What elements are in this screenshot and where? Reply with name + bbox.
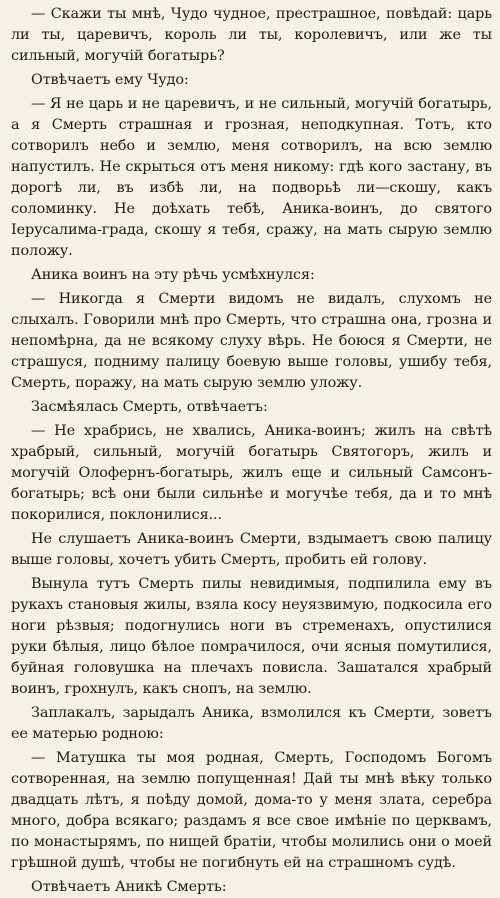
paragraph-3: — Я не царь и не царевичъ, и не сильный, могучій богатырь, а я Смерть страшная и грозная, неподкупная. Тотъ, кто сотворилъ небо и землю, меня сотворилъ, на всю землю напустилъ. Не скрыться отъ меня никому: гдѣ кого застану, въ дорогѣ ли, въ избѣ ли, на подворьѣ ли—скошу, какъ соломинку. Не доѣхать тебѣ, Аника-воинъ, до святого Іерусалима-града, скошу я тебя, сражу, на мать сырую землю положу. [11,96,492,259]
paragraph-7: — Не храбрись, не хвались, Аника-воинъ; жилъ на свѣтѣ храбрый, сильный, могучій богатырь Святогоръ, жилъ и могучій Олофернъ-богатырь, жилъ еще и сильный Самсонъ-богатырь; всѣ они были сильнѣе и могучѣе тебя, да и то мнѣ покорилися, поклонилися... [11,423,492,523]
paragraph-4: Аника воинъ на эту рѣчь усмѣхнулся: [31,267,315,283]
paragraph-1: — Скажи ты мнѣ, Чудо чудное, престрашное, повѣдай: царь ли ты, царевичъ, король ли ты, королевичъ, или же ты сильный, могучій богатырь? [11,6,492,64]
paragraph-11: — Матушка ты моя родная, Смерть, Господомъ Богомъ сотворенная, на землю попущенная! Дай ты мнѣ вѣку только двадцать лѣтъ, я поѣду домой, дома-то у меня злата, серебра много, добра всякаго; раздамъ я все свое имѣніе по церквамъ, по монастырямъ, по нищей братіи, чтобы молились они о моей грѣшной душѣ, чтобы не погибнуть ей на страшномъ судѣ. [11,750,492,871]
paragraph-6: Засмѣялась Смерть, отвѣчаетъ: [31,399,268,415]
paragraph-12: Отвѣчаетъ Аникѣ Смерть: [31,879,227,895]
paragraph-2: Отвѣчаетъ ему Чудо: [31,72,189,88]
paragraph-5: — Никогда я Смерти видомъ не видалъ, слухомъ не слыхалъ. Говорили мнѣ про Смерть, что страшна она, грозна и непомѣрна, да не всякому слуху вѣрь. Не боюся я Смерти, не страшуся, подниму палицу боевую выше головы, ушибу тебя, Смерть, поражу, на мать сырую землю уложу. [11,291,492,391]
paragraph-8: Не слушаетъ Аника-воинъ Смерти, вздымаетъ свою палицу выше головы, хочетъ убить Смерть, пробить ей голову. [11,531,492,568]
paragraph-10: Заплакалъ, зарыдалъ Аника, взмолился къ Смерти, зоветъ ее матерью родною: [11,705,492,742]
paragraph-9: Вынула тутъ Смерть пилы невидимыя, подпилила ему въ рукахъ становыя жилы, взяла косу неуязвимую, подкосила его ноги рѣзвыя; подогнулись ноги въ стременахъ, опустилися руки бѣлыя, лицо бѣлое помрачилося, очи ясныя помутилися, буйная головушка на плечахъ повисла. Зашатался храбрый воинъ, грохнулъ, какъ снопъ, на землю. [11,576,492,697]
